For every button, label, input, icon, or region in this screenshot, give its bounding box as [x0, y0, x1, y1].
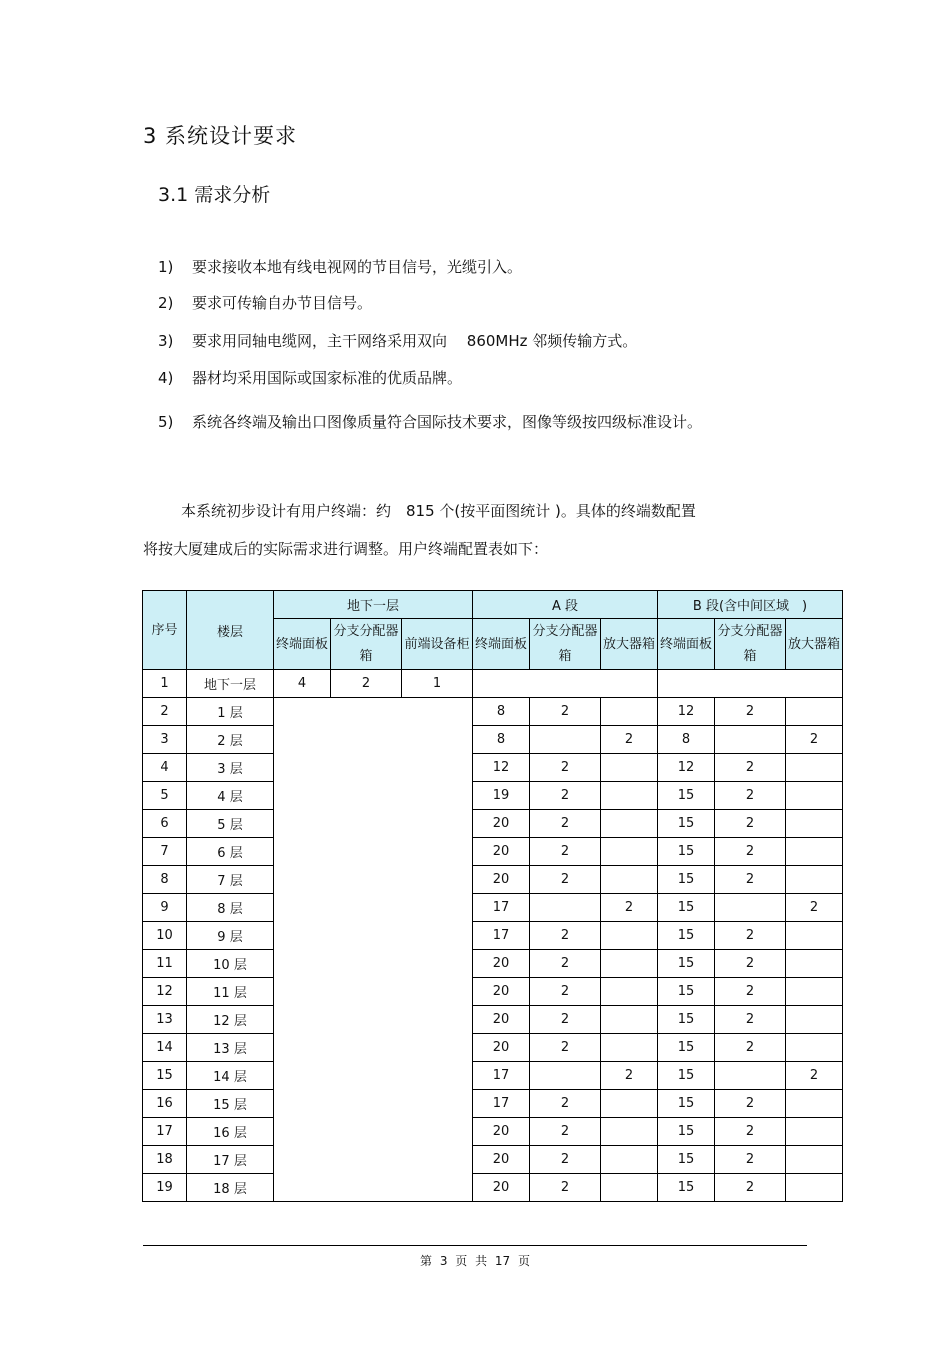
cell-b-panel: 8: [658, 726, 715, 754]
cell-a-splitter: 2: [530, 1090, 601, 1118]
cell-seq: 1: [143, 670, 187, 698]
cell-a-panel: 20: [473, 866, 530, 894]
requirement-item: [158, 292, 772, 314]
requirement-item: [158, 256, 772, 278]
terminal-config-table: [142, 590, 843, 1202]
cell-floor: 6 层: [187, 838, 274, 866]
cell-a-panel: 20: [473, 838, 530, 866]
cell-b-panel: 15: [658, 978, 715, 1006]
cell-floor: 1 层: [187, 698, 274, 726]
header-a-amplifier: 放大器箱: [601, 619, 658, 670]
cell-b-amplifier: [786, 1006, 843, 1034]
cell-b-splitter: 2: [715, 922, 786, 950]
cell-a-panel: 8: [473, 698, 530, 726]
cell-b-splitter: 2: [715, 782, 786, 810]
cell-b-panel: 15: [658, 950, 715, 978]
cell-a-amplifier: [601, 754, 658, 782]
page-footer: 第 3 页 共 17 页: [420, 1254, 530, 1268]
cell-b-amplifier: 2: [786, 894, 843, 922]
cell-seq: 5: [143, 782, 187, 810]
cell-b-amplifier: [786, 922, 843, 950]
cell-b-splitter: 2: [715, 1090, 786, 1118]
cell-b-panel: 15: [658, 922, 715, 950]
table-row: [143, 1034, 843, 1062]
cell-b-panel: 15: [658, 810, 715, 838]
cell-floor: 18 层: [187, 1174, 274, 1202]
cell-seq: 9: [143, 894, 187, 922]
header-section-b: B 段(含中间区域 ): [658, 591, 843, 619]
table-row: [143, 754, 843, 782]
cell-b-amplifier: [786, 838, 843, 866]
cell-b-panel: 15: [658, 1174, 715, 1202]
header-b-splitter: 分支分配器箱: [715, 619, 786, 670]
cell-a-splitter: 2: [530, 1174, 601, 1202]
cell-a-panel: 20: [473, 950, 530, 978]
cell-seq: 19: [143, 1174, 187, 1202]
cell-b-amplifier: [786, 754, 843, 782]
requirement-item: [158, 367, 772, 389]
cell-empty: [658, 670, 843, 698]
cell-b-panel: 15: [658, 782, 715, 810]
cell-b-splitter: 2: [715, 950, 786, 978]
section-heading: 3 系统设计要求: [143, 124, 298, 148]
cell-b-splitter: [715, 894, 786, 922]
cell-b-splitter: [715, 726, 786, 754]
header-seq: 序号: [143, 591, 187, 670]
table-row: [143, 1174, 843, 1202]
cell-floor: 17 层: [187, 1146, 274, 1174]
cell-floor: 15 层: [187, 1090, 274, 1118]
cell-a-splitter: 2: [530, 1006, 601, 1034]
cell-a-amplifier: [601, 922, 658, 950]
cell-a-amplifier: [601, 866, 658, 894]
cell-seq: 3: [143, 726, 187, 754]
cell-b-panel: 15: [658, 1146, 715, 1174]
table-row: [143, 922, 843, 950]
cell-b-amplifier: [786, 1090, 843, 1118]
table-row: [143, 1090, 843, 1118]
cell-b-amplifier: [786, 866, 843, 894]
cell-seq: 18: [143, 1146, 187, 1174]
cell-a-splitter: 2: [530, 978, 601, 1006]
cell-seq: 6: [143, 810, 187, 838]
header-floor: 楼层: [187, 591, 274, 670]
cell-b-amplifier: [786, 698, 843, 726]
cell-a-panel: 17: [473, 922, 530, 950]
cell-a-panel: 20: [473, 1118, 530, 1146]
cell-floor: 12 层: [187, 1006, 274, 1034]
cell-empty: [473, 670, 658, 698]
cell-a-splitter: 2: [530, 1146, 601, 1174]
requirement-item: [158, 404, 772, 441]
header-b1-cabinet: 前端设备柜: [402, 619, 473, 670]
cell-a-amplifier: [601, 978, 658, 1006]
cell-a-splitter: 2: [530, 922, 601, 950]
cell-floor: 14 层: [187, 1062, 274, 1090]
cell-b-splitter: [715, 1062, 786, 1090]
cell-floor: 7 层: [187, 866, 274, 894]
cell-a-amplifier: [601, 1146, 658, 1174]
cell-seq: 16: [143, 1090, 187, 1118]
header-basement-group: 地下一层: [274, 591, 473, 619]
cell-b-amplifier: [786, 782, 843, 810]
cell-b-amplifier: [786, 1174, 843, 1202]
cell-seq: 12: [143, 978, 187, 1006]
cell-a-splitter: 2: [530, 1034, 601, 1062]
table-row: [143, 782, 843, 810]
table-row: [143, 698, 843, 726]
cell-a-splitter: 2: [530, 866, 601, 894]
cell-floor: 16 层: [187, 1118, 274, 1146]
cell-a-splitter: 2: [530, 698, 601, 726]
cell-seq: 10: [143, 922, 187, 950]
cell-a-amplifier: [601, 1090, 658, 1118]
cell-a-splitter: 2: [530, 810, 601, 838]
header-b1-splitter: 分支分配器箱: [331, 619, 402, 670]
cell-b-splitter: 2: [715, 838, 786, 866]
cell-b1-splitter: 2: [331, 670, 402, 698]
cell-b-panel: 15: [658, 1118, 715, 1146]
cell-basement-empty: [274, 698, 473, 1202]
cell-a-panel: 20: [473, 810, 530, 838]
requirement-text: 器材均采用国际或国家标准的优质品牌。: [192, 369, 463, 387]
cell-a-panel: 17: [473, 1090, 530, 1118]
requirement-text: 要求用同轴电缆网，主干网络采用双向 860MHz 邻频传输方式。: [192, 332, 638, 350]
cell-b-splitter: 2: [715, 866, 786, 894]
cell-a-amplifier: 2: [601, 894, 658, 922]
cell-seq: 14: [143, 1034, 187, 1062]
cell-b-panel: 15: [658, 1034, 715, 1062]
cell-a-panel: 17: [473, 894, 530, 922]
header-a-splitter: 分支分配器箱: [530, 619, 601, 670]
cell-a-splitter: 2: [530, 1118, 601, 1146]
cell-seq: 4: [143, 754, 187, 782]
cell-b-panel: 15: [658, 1006, 715, 1034]
cell-seq: 17: [143, 1118, 187, 1146]
cell-a-splitter: 2: [530, 754, 601, 782]
cell-floor: 10 层: [187, 950, 274, 978]
cell-a-panel: 19: [473, 782, 530, 810]
header-b-amplifier: 放大器箱: [786, 619, 843, 670]
table-row: [143, 894, 843, 922]
cell-b-splitter: 2: [715, 1006, 786, 1034]
requirement-number: 4): [158, 369, 174, 387]
cell-floor: 地下一层: [187, 670, 274, 698]
cell-floor: 9 层: [187, 922, 274, 950]
cell-seq: 8: [143, 866, 187, 894]
header-b-panel: 终端面板: [658, 619, 715, 670]
cell-b1-panel: 4: [274, 670, 331, 698]
table-row: [143, 1118, 843, 1146]
subsection-heading: 3.1 需求分析: [158, 184, 271, 206]
table-row: [143, 1062, 843, 1090]
cell-a-panel: 17: [473, 1062, 530, 1090]
cell-a-amplifier: [601, 1034, 658, 1062]
cell-a-splitter: 2: [530, 782, 601, 810]
cell-a-panel: 20: [473, 1006, 530, 1034]
cell-a-amplifier: [601, 810, 658, 838]
table-row: [143, 1146, 843, 1174]
cell-b-splitter: 2: [715, 1118, 786, 1146]
table-row: [143, 726, 843, 754]
cell-b-splitter: 2: [715, 1034, 786, 1062]
cell-a-panel: 20: [473, 1034, 530, 1062]
table-row: [143, 866, 843, 894]
intro-paragraph-line1: 本系统初步设计有用户终端：约 815 个(按平面图统计 )。具体的终端数配置: [181, 502, 696, 520]
cell-a-amplifier: [601, 950, 658, 978]
cell-a-panel: 20: [473, 978, 530, 1006]
cell-b-splitter: 2: [715, 810, 786, 838]
header-a-panel: 终端面板: [473, 619, 530, 670]
table-row: [143, 838, 843, 866]
cell-a-amplifier: [601, 838, 658, 866]
table-row: [143, 978, 843, 1006]
cell-a-splitter: [530, 726, 601, 754]
cell-floor: 11 层: [187, 978, 274, 1006]
cell-b-panel: 15: [658, 866, 715, 894]
cell-b-splitter: 2: [715, 1146, 786, 1174]
cell-floor: 5 层: [187, 810, 274, 838]
requirement-text: 要求可传输自办节目信号。: [192, 294, 373, 312]
cell-floor: 3 层: [187, 754, 274, 782]
cell-a-amplifier: [601, 1006, 658, 1034]
cell-b-panel: 15: [658, 894, 715, 922]
cell-a-splitter: [530, 894, 601, 922]
requirement-number: 5): [158, 413, 174, 431]
requirement-number: 2): [158, 294, 174, 312]
table-row: [143, 670, 843, 698]
cell-b-panel: 15: [658, 1090, 715, 1118]
cell-b-panel: 12: [658, 698, 715, 726]
requirement-text: 要求接收本地有线电视网的节目信号，光缆引入。: [192, 258, 523, 276]
cell-a-amplifier: 2: [601, 726, 658, 754]
cell-b-amplifier: 2: [786, 726, 843, 754]
cell-b-amplifier: [786, 978, 843, 1006]
cell-a-splitter: 2: [530, 838, 601, 866]
cell-b-panel: 15: [658, 1062, 715, 1090]
requirement-number: 3): [158, 332, 174, 350]
table-row: [143, 810, 843, 838]
cell-b1-cabinet: 1: [402, 670, 473, 698]
cell-b-amplifier: [786, 1146, 843, 1174]
cell-seq: 7: [143, 838, 187, 866]
cell-floor: 2 层: [187, 726, 274, 754]
cell-b-panel: 15: [658, 838, 715, 866]
cell-floor: 4 层: [187, 782, 274, 810]
cell-floor: 13 层: [187, 1034, 274, 1062]
cell-b-amplifier: [786, 1118, 843, 1146]
cell-a-panel: 12: [473, 754, 530, 782]
table-header-row: [143, 591, 843, 619]
cell-b-amplifier: 2: [786, 1062, 843, 1090]
header-b1-panel: 终端面板: [274, 619, 331, 670]
cell-seq: 11: [143, 950, 187, 978]
requirement-number: 1): [158, 258, 174, 276]
cell-a-amplifier: [601, 1174, 658, 1202]
requirement-item: [158, 330, 772, 352]
table-row: [143, 950, 843, 978]
cell-b-amplifier: [786, 810, 843, 838]
cell-b-splitter: 2: [715, 698, 786, 726]
cell-a-amplifier: [601, 782, 658, 810]
cell-b-splitter: 2: [715, 978, 786, 1006]
footer-divider: [143, 1245, 807, 1246]
cell-b-panel: 12: [658, 754, 715, 782]
header-section-a: A 段: [473, 591, 658, 619]
cell-a-amplifier: 2: [601, 1062, 658, 1090]
cell-b-splitter: 2: [715, 754, 786, 782]
cell-b-amplifier: [786, 950, 843, 978]
cell-a-panel: 20: [473, 1146, 530, 1174]
cell-seq: 13: [143, 1006, 187, 1034]
cell-floor: 8 层: [187, 894, 274, 922]
table-row: [143, 1006, 843, 1034]
cell-a-amplifier: [601, 1118, 658, 1146]
cell-a-splitter: 2: [530, 950, 601, 978]
cell-seq: 2: [143, 698, 187, 726]
cell-a-panel: 8: [473, 726, 530, 754]
cell-a-panel: 20: [473, 1174, 530, 1202]
intro-paragraph-line2: 将按大厦建成后的实际需求进行调整。用户终端配置表如下：: [143, 540, 549, 558]
cell-a-splitter: [530, 1062, 601, 1090]
cell-seq: 15: [143, 1062, 187, 1090]
cell-a-amplifier: [601, 698, 658, 726]
requirement-text: 系统各终端及输出口图像质量符合国际技术要求，图像等级按四级标准设计。: [192, 413, 703, 431]
cell-b-splitter: 2: [715, 1174, 786, 1202]
cell-b-amplifier: [786, 1034, 843, 1062]
